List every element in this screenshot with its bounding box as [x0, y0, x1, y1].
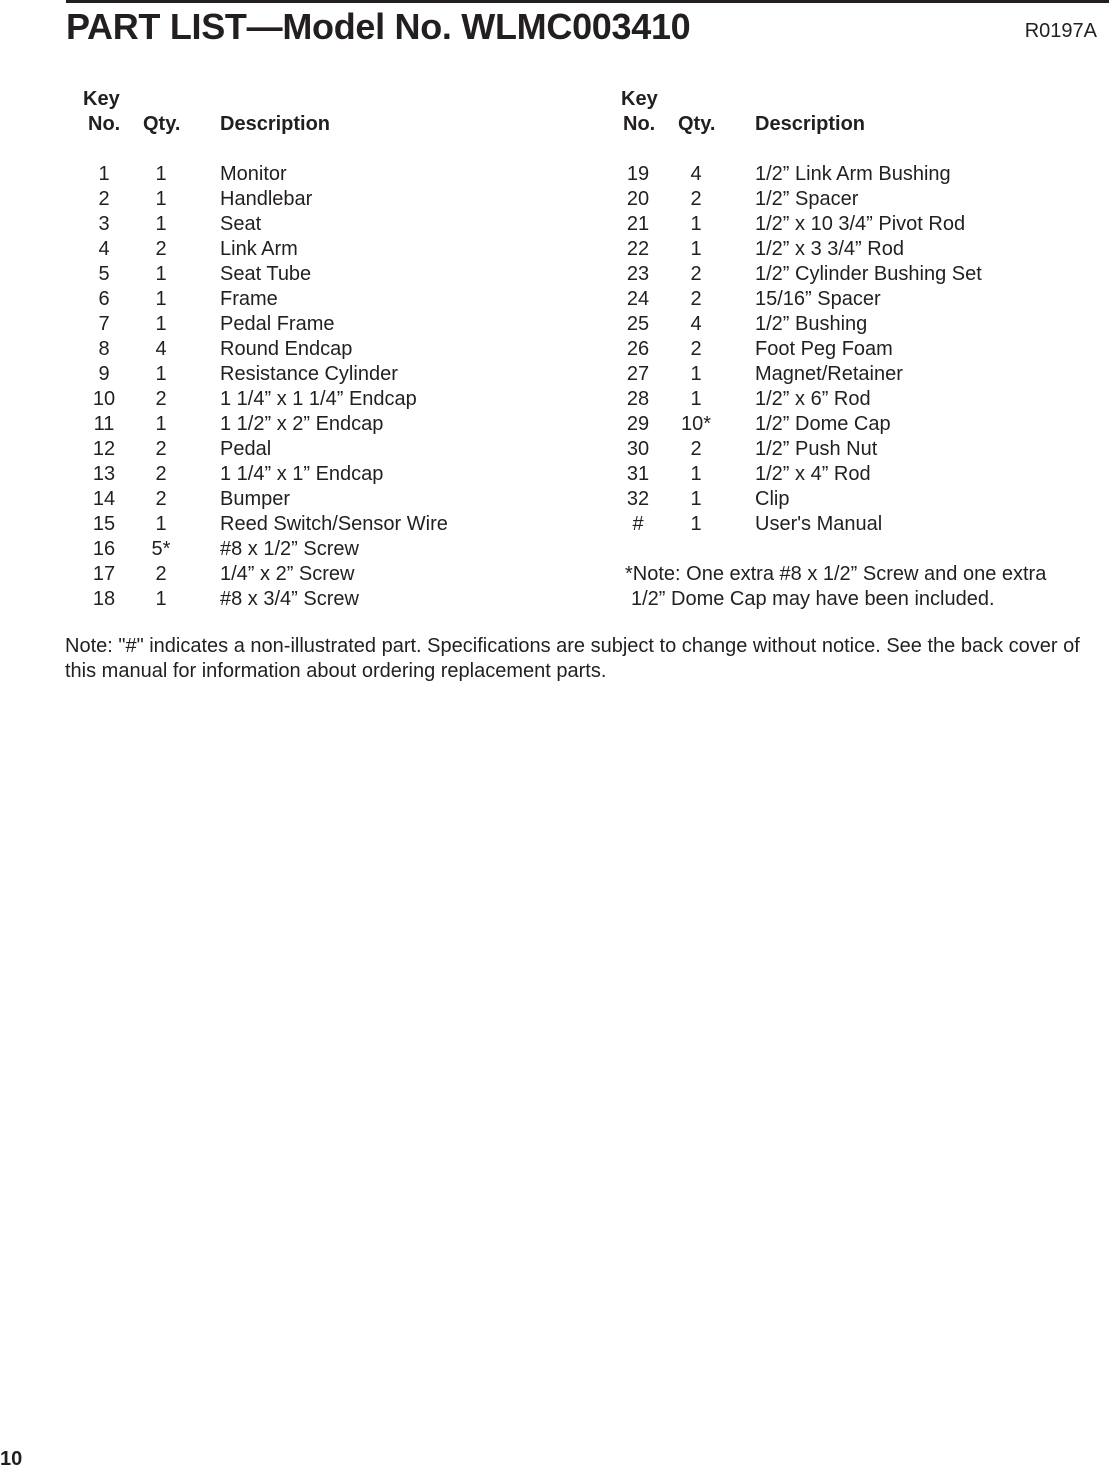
extra-note-line-2: 1/2” Dome Cap may have been included. — [631, 588, 995, 610]
part-key-number: 31 — [626, 463, 650, 485]
part-description: Clip — [755, 488, 790, 510]
part-description: 1/2” Spacer — [755, 188, 859, 210]
part-row — [0, 537, 560, 562]
part-description: 1/2” x 4” Rod — [755, 463, 871, 485]
part-row — [0, 587, 560, 612]
extra-parts-note — [625, 562, 1095, 612]
part-quantity: 2 — [690, 188, 702, 210]
part-key-number: 30 — [626, 438, 650, 460]
part-row — [0, 212, 560, 237]
top-rule — [66, 0, 1109, 3]
part-description: Resistance Cylinder — [220, 363, 398, 385]
part-quantity: 5* — [151, 538, 171, 560]
part-key-number: 23 — [626, 263, 650, 285]
part-quantity: 2 — [155, 388, 167, 410]
part-description: Bumper — [220, 488, 291, 510]
part-quantity: 4 — [690, 313, 702, 335]
part-row — [0, 462, 560, 487]
part-quantity: 2 — [690, 263, 702, 285]
part-key-number: 18 — [92, 588, 116, 610]
part-description: Link Arm — [220, 238, 298, 260]
part-row — [0, 487, 560, 512]
part-row — [0, 562, 560, 587]
part-key-number: 2 — [98, 188, 110, 210]
parts-rows — [535, 162, 1109, 537]
part-description: 1/2” Dome Cap — [755, 413, 891, 435]
part-key-number: 22 — [626, 238, 650, 260]
part-description: Reed Switch/Sensor Wire — [220, 513, 448, 535]
part-row — [0, 262, 560, 287]
part-key-number: 21 — [626, 213, 650, 235]
part-quantity: 2 — [690, 338, 702, 360]
header-qty: Qty. — [678, 113, 716, 135]
part-key-number: 17 — [92, 563, 116, 585]
part-description: User's Manual — [755, 513, 883, 535]
part-row — [0, 162, 560, 187]
part-row — [0, 412, 560, 437]
part-description: 1 1/2” x 2” Endcap — [220, 413, 384, 435]
part-description: 1/2” Bushing — [755, 313, 868, 335]
part-description: 1 1/4” x 1” Endcap — [220, 463, 384, 485]
part-row — [535, 387, 1109, 412]
part-row — [0, 362, 560, 387]
part-key-number: 13 — [92, 463, 116, 485]
part-key-number: 29 — [626, 413, 650, 435]
part-key-number: 10 — [92, 388, 116, 410]
part-row — [0, 312, 560, 337]
part-row — [535, 512, 1109, 537]
part-quantity: 10* — [680, 413, 712, 435]
part-quantity: 1 — [155, 188, 167, 210]
part-row — [535, 312, 1109, 337]
header-description: Description — [220, 113, 331, 135]
part-quantity: 1 — [155, 588, 167, 610]
part-quantity: 1 — [690, 363, 702, 385]
part-row — [0, 437, 560, 462]
part-row — [535, 237, 1109, 262]
header-key: Key — [621, 88, 658, 110]
part-quantity: 2 — [690, 288, 702, 310]
part-description: #8 x 3/4” Screw — [220, 588, 359, 610]
part-key-number: 16 — [92, 538, 116, 560]
parts-column-left — [0, 87, 560, 610]
part-quantity: 2 — [155, 238, 167, 260]
part-quantity: 1 — [155, 163, 167, 185]
part-description: Pedal — [220, 438, 272, 460]
part-description: Foot Peg Foam — [755, 338, 893, 360]
part-row — [0, 337, 560, 362]
part-key-number: 6 — [98, 288, 110, 310]
page-number: 10 — [0, 1448, 23, 1470]
part-row — [0, 187, 560, 212]
part-quantity: 2 — [155, 438, 167, 460]
part-description: Seat — [220, 213, 262, 235]
part-quantity: 1 — [155, 213, 167, 235]
extra-note-line-1: *Note: One extra #8 x 1/2” Screw and one extra — [625, 563, 1047, 585]
part-key-number: 24 — [626, 288, 650, 310]
part-key-number: 1 — [98, 163, 110, 185]
part-quantity: 1 — [155, 513, 167, 535]
part-key-number: 3 — [98, 213, 110, 235]
part-description: 1 1/4” x 1 1/4” Endcap — [220, 388, 417, 410]
part-key-number: 14 — [92, 488, 116, 510]
part-key-number: 4 — [98, 238, 110, 260]
part-description: Pedal Frame — [220, 313, 335, 335]
header-qty: Qty. — [143, 113, 181, 135]
part-row — [535, 262, 1109, 287]
part-quantity: 1 — [155, 363, 167, 385]
part-row — [535, 337, 1109, 362]
part-row — [0, 512, 560, 537]
footer-note: Note: "#" indicates a non-illustrated part. Specifications are subject to change without notice. See the back cover of this manual for information about ordering replacement parts. — [65, 635, 1080, 682]
part-row — [535, 212, 1109, 237]
part-key-number: 28 — [626, 388, 650, 410]
part-description: 1/2” x 3 3/4” Rod — [755, 238, 904, 260]
part-quantity: 1 — [690, 213, 702, 235]
part-description: Round Endcap — [220, 338, 353, 360]
header-no: No. — [88, 113, 121, 135]
part-description: 1/2” x 10 3/4” Pivot Rod — [755, 213, 966, 235]
part-description: Monitor — [220, 163, 287, 185]
part-description: Seat Tube — [220, 263, 312, 285]
part-description: #8 x 1/2” Screw — [220, 538, 359, 560]
header-description: Description — [755, 113, 866, 135]
parts-column-right — [535, 87, 1109, 535]
parts-rows — [0, 162, 560, 612]
part-row — [0, 237, 560, 262]
part-row — [535, 362, 1109, 387]
part-row — [535, 412, 1109, 437]
part-quantity: 1 — [690, 488, 702, 510]
part-description: Handlebar — [220, 188, 313, 210]
part-quantity: 1 — [690, 463, 702, 485]
part-description: 1/2” Cylinder Bushing Set — [755, 263, 982, 285]
header-no: No. — [623, 113, 656, 135]
page-title: PART LIST—Model No. WLMC003410 — [66, 6, 691, 47]
part-row — [535, 187, 1109, 212]
part-description: Frame — [220, 288, 278, 310]
part-key-number: 7 — [98, 313, 110, 335]
part-row — [535, 462, 1109, 487]
part-description: 1/2” Push Nut — [755, 438, 878, 460]
part-row — [535, 287, 1109, 312]
part-key-number: 26 — [626, 338, 650, 360]
part-quantity: 4 — [690, 163, 702, 185]
part-quantity: 1 — [155, 288, 167, 310]
part-row — [535, 487, 1109, 512]
part-quantity: 1 — [155, 413, 167, 435]
part-quantity: 1 — [155, 313, 167, 335]
part-key-number: 25 — [626, 313, 650, 335]
part-row — [0, 287, 560, 312]
part-quantity: 2 — [155, 488, 167, 510]
part-key-number: 15 — [92, 513, 116, 535]
part-row — [535, 162, 1109, 187]
part-description: 15/16” Spacer — [755, 288, 881, 310]
part-description: 1/4” x 2” Screw — [220, 563, 355, 585]
column-header — [0, 87, 560, 137]
part-key-number: # — [632, 513, 644, 535]
part-quantity: 1 — [155, 263, 167, 285]
document-code: R0197A — [1024, 20, 1097, 42]
part-quantity: 4 — [155, 338, 167, 360]
part-quantity: 2 — [155, 563, 167, 585]
header-key: Key — [83, 88, 120, 110]
part-key-number: 12 — [92, 438, 116, 460]
part-key-number: 32 — [626, 488, 650, 510]
part-quantity: 1 — [690, 513, 702, 535]
part-description: 1/2” x 6” Rod — [755, 388, 871, 410]
part-key-number: 27 — [626, 363, 650, 385]
part-row — [535, 437, 1109, 462]
part-description: Magnet/Retainer — [755, 363, 903, 385]
part-quantity: 1 — [690, 238, 702, 260]
part-key-number: 5 — [98, 263, 110, 285]
part-key-number: 20 — [626, 188, 650, 210]
part-quantity: 2 — [690, 438, 702, 460]
part-key-number: 11 — [93, 413, 115, 435]
part-description: 1/2” Link Arm Bushing — [755, 163, 951, 185]
part-row — [0, 387, 560, 412]
part-key-number: 9 — [98, 363, 110, 385]
part-key-number: 8 — [98, 338, 110, 360]
part-quantity: 1 — [690, 388, 702, 410]
column-header — [535, 87, 1109, 137]
part-key-number: 19 — [626, 163, 650, 185]
part-quantity: 2 — [155, 463, 167, 485]
